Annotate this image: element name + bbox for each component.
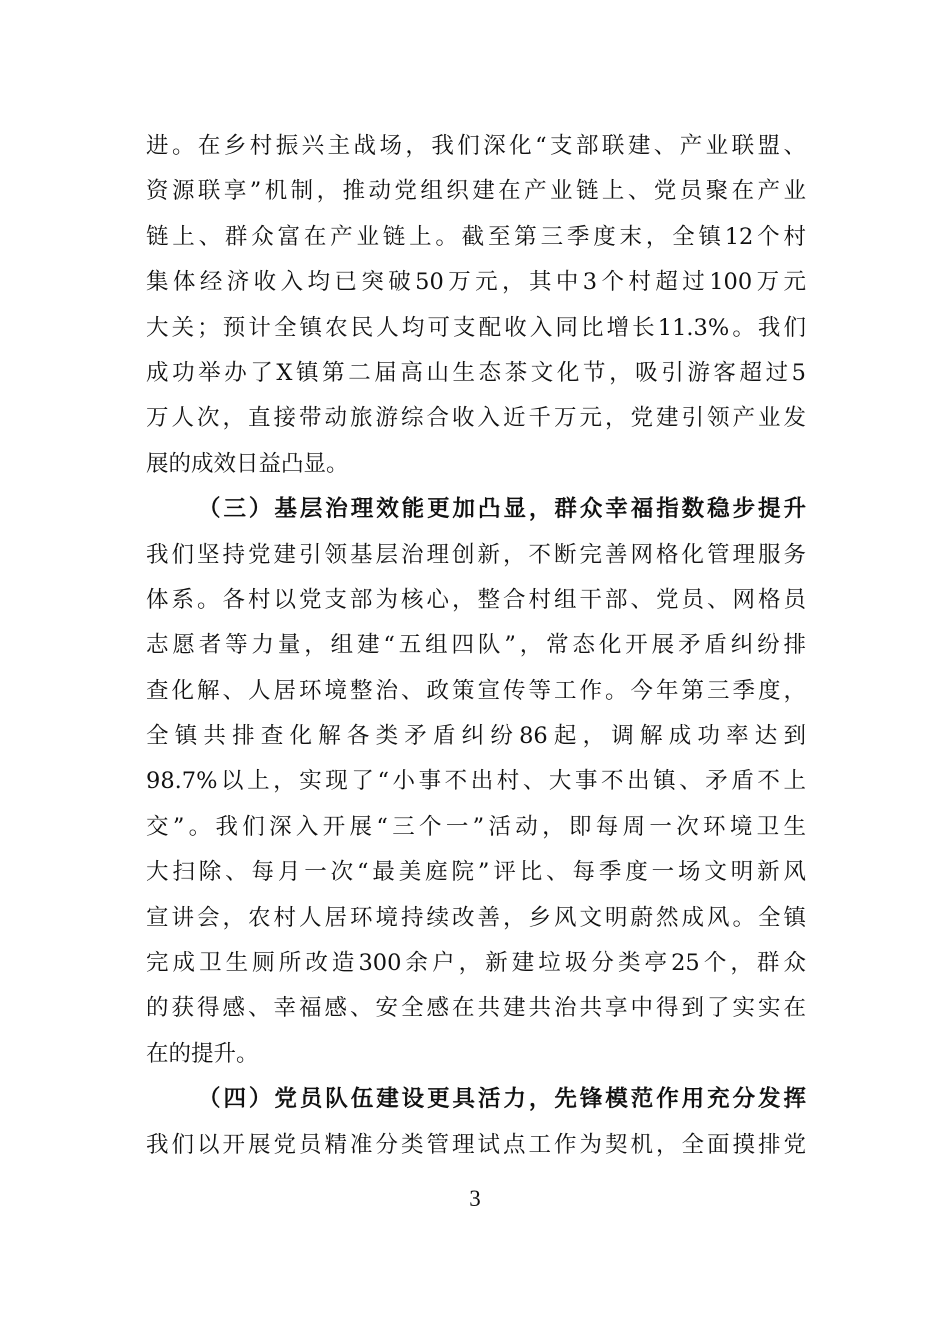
text-line: 体系。各村以党支部为核心，整合村组干部、党员、网格员 (146, 586, 806, 613)
text-line: 志愿者等力量，组建“五组四队”，常态化开展矛盾纠纷排 (146, 632, 806, 659)
text-line: 在的提升。 (146, 1040, 259, 1067)
text-line: 98.7%以上，实现了“小事不出村、大事不出镇、矛盾不上 (146, 768, 806, 795)
text-line: 链上、群众富在产业链上。截至第三季度末，全镇12个村 (146, 223, 806, 250)
text-line: 我们以开展党员精准分类管理试点工作为契机，全面摸排党 (146, 1131, 806, 1158)
text-line: 宣讲会，农村人居环境持续改善，乡风文明蔚然成风。全镇 (146, 904, 806, 931)
text-line: 资源联享”机制，推动党组织建在产业链上、党员聚在产业 (146, 178, 806, 205)
text-line: 完成卫生厕所改造300余户，新建垃圾分类亭25个，群众 (146, 950, 806, 977)
text-line: 全镇共排查化解各类矛盾纠纷86起，调解成功率达到 (146, 723, 806, 750)
section-heading-4: （四）党员队伍建设更具活力，先锋模范作用充分发挥 (198, 1086, 806, 1113)
text-line: 的获得感、幸福感、安全感在共建共治共享中得到了实实在 (146, 995, 806, 1022)
text-line: 大扫除、每月一次“最美庭院”评比、每季度一场文明新风 (146, 859, 806, 886)
section-heading-3: （三）基层治理效能更加凸显，群众幸福指数稳步提升 (198, 496, 806, 523)
page-number: 3 (469, 1186, 481, 1211)
text-line: 进。在乡村振兴主战场，我们深化“支部联建、产业联盟、 (146, 133, 806, 159)
body-text (146, 124, 806, 1168)
text-line: 查化解、人居环境整治、政策宣传等工作。今年第三季度， (146, 677, 806, 704)
text-line: 大关；预计全镇农民人均可支配收入同比增长11.3%。我们 (146, 314, 806, 341)
text-line: 展的成效日益凸显。 (146, 450, 349, 477)
text-line: 交”。我们深入开展“三个一”活动，即每周一次环境卫生 (146, 813, 806, 840)
text-line: 成功举办了X镇第二届高山生态茶文化节，吸引游客超过5 (146, 359, 806, 386)
text-line: 我们坚持党建引领基层治理创新，不断完善网格化管理服务 (146, 541, 806, 568)
text-line: 万人次，直接带动旅游综合收入近千万元，党建引领产业发 (146, 405, 806, 432)
text-line: 集体经济收入均已突破50万元，其中3个村超过100万元 (146, 269, 806, 296)
